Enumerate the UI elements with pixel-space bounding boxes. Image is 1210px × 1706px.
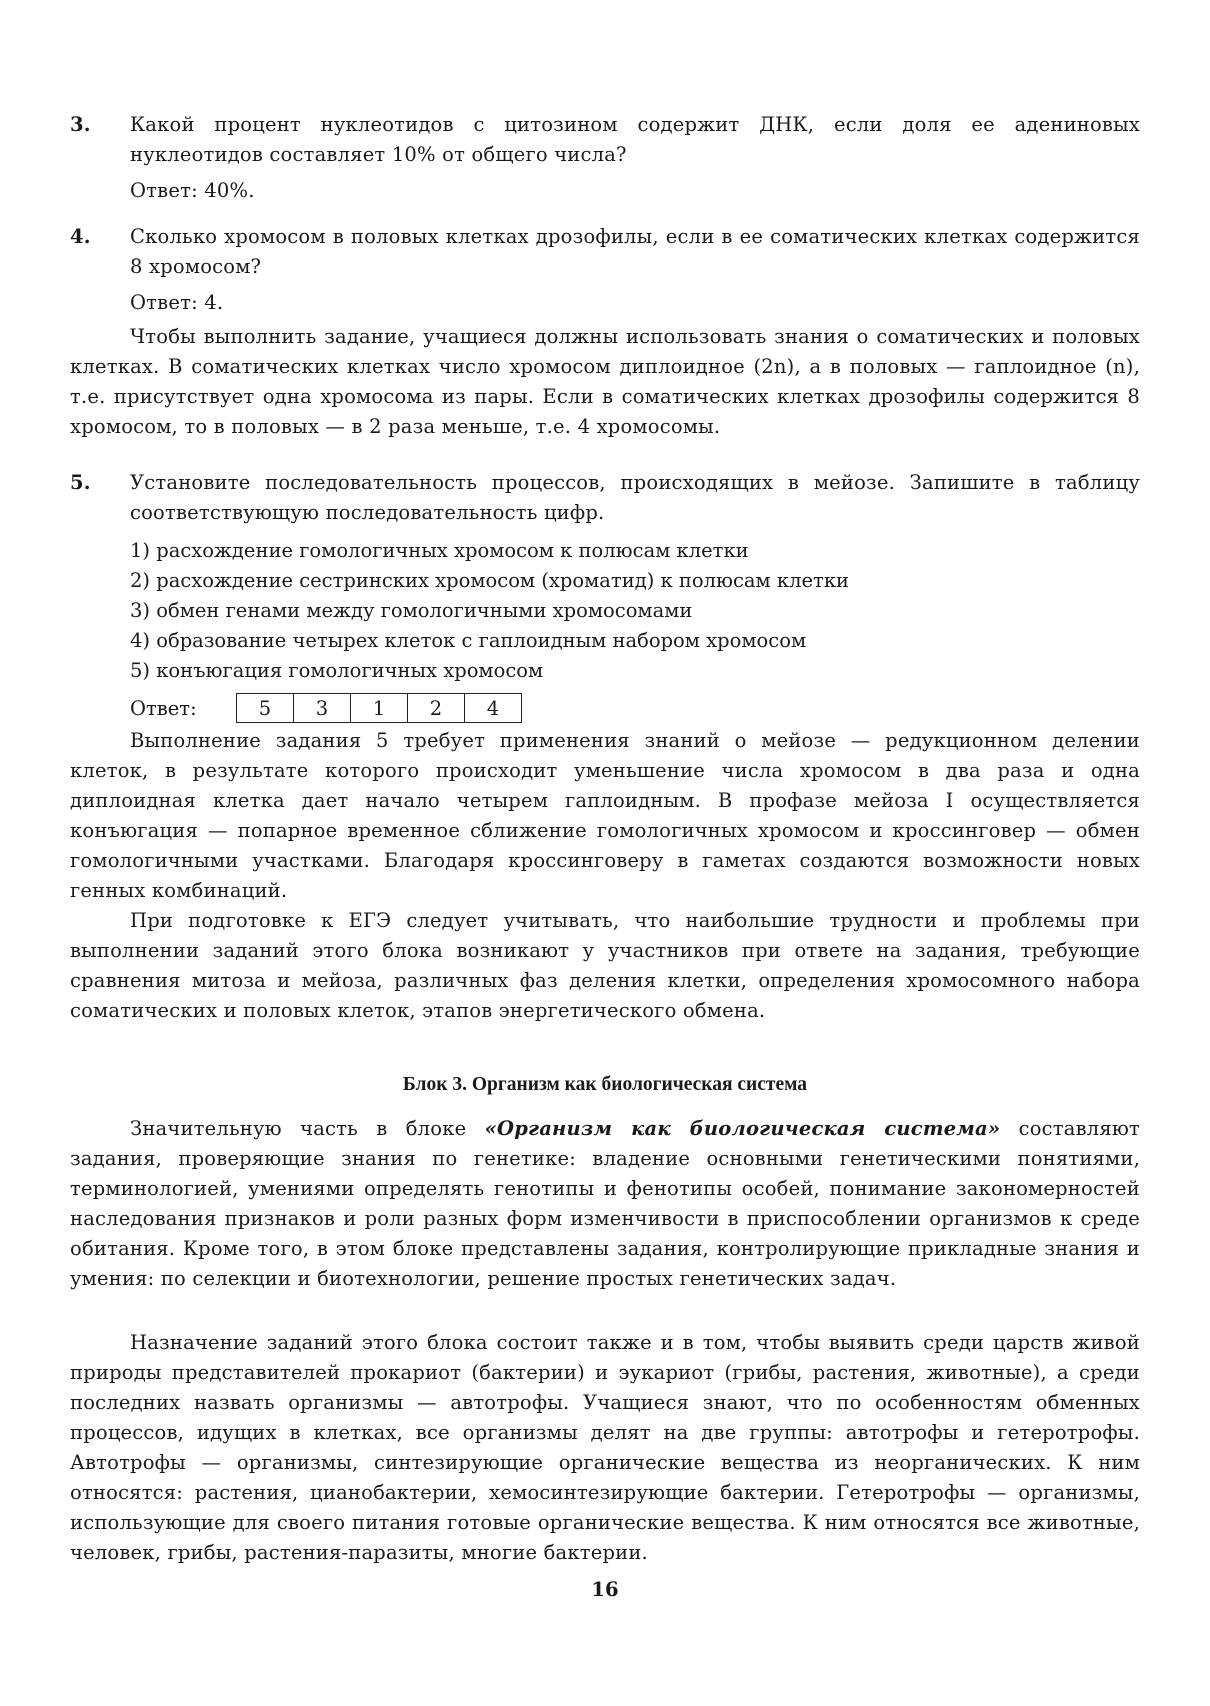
block3-paragraph-1 [70,1114,1140,1294]
question-answer: Ответ: 40%. [130,179,255,202]
option-item: 2) расхождение сестринских хромосом (хроматид) к полюсам клетки [130,569,850,592]
question-number: 3. [70,113,91,136]
answer-cell: 4 [465,694,522,723]
question-4-explanation: Чтобы выполнить задание, учащиеся должны использовать знания о соматических и половых клетках. В соматических клетках число хромосом диплоидное (2n), а в половых — гаплоидное (n), т.е. присутствует одна хромосома из пары. Если в соматических клетках дрозофилы содержится 8 хромосом, то в половых — в 2 раза меньше, т.е. 4 хромосомы. [70,325,1140,438]
question-5-options [130,536,849,686]
question-4 [70,222,1140,318]
question-number: 5. [70,471,91,494]
answer-cell: 5 [237,694,294,723]
question-number: 4. [70,225,91,248]
option-item: 5) конъюгация гомологичных хромосом [130,659,544,682]
question-text: Сколько хромосом в половых клетках дрозофилы, если в ее соматических клетках содержится 8 хромосом? [130,225,1140,278]
question-5-explanation: Выполнение задания 5 требует применения знаний о мейозе — редукционном делении клеток, в результате которого происходит уменьшение числа хромосом в два раза и одна диплоидная клетка дает начало четырем гаплоидным. В профазе мейоза I осуществляется конъюгация — попарное временное сближение гомологичных хромосом и кроссинговер — обмен гомологичными участками. Благодаря кроссинговеру в гаметах создаются возможности новых генных комбинаций. [70,729,1140,902]
block3-paragraph-2: Назначение заданий этого блока состоит также и в том, чтобы выявить среди царств живой природы представителей прокариот (бактерии) и эукариот (грибы, растения, животные), а среди последних назвать организмы — автотрофы. Учащиеся знают, что по особенностям обменных процессов, идущих в клетках, все организмы делят на две группы: автотрофы и гетеротрофы. Автотрофы — организмы, синтезирующие органические вещества из неорганических. К ним относятся: растения, цианобактерии, хемосинтезирующие бактерии. Гетеротрофы — организмы, использующие для своего питания готовые органические вещества. К ним относятся все животные, человек, грибы, растения-паразиты, многие бактерии. [70,1331,1140,1564]
answer-label: Ответ: [130,696,197,720]
answer-cell: 1 [351,694,408,723]
question-answer: Ответ: 4. [130,291,224,314]
question-5 [70,468,1140,528]
option-item: 1) расхождение гомологичных хромосом к полюсам клетки [130,539,749,562]
question-text: Какой процент нуклеотидов с цитозином содержит ДНК, если доля ее адениновых нуклеотидов составляет 10% от общего числа? [130,113,1140,166]
block-title-emphasis: «Организм как биологическая система» [484,1117,1001,1140]
question-text: Установите последовательность процессов, происходящих в мейозе. Запишите в таблицу соответствующую последовательность цифр. [130,471,1140,524]
page-number: 16 [591,1578,619,1601]
paragraph-body: составляют задания, проверяющие знания по генетике: владение основными генетическими понятиями, терминологией, умениями определять генотипы и фенотипы особей, понимание закономерностей наследования признаков и роли разных форм изменчивости в приспособлении организмов к среде обитания. Кроме того, в этом блоке представлены задания, контролирующие прикладные знания и умения: по селекции и биотехнологии, решение простых генетических задач. [70,1117,1140,1290]
paragraph-intro: Значительную часть в блоке [130,1117,485,1140]
option-item: 4) образование четырех клеток с гаплоидным набором хромосом [130,629,807,652]
answer-cell: 3 [294,694,351,723]
answer-table [236,693,522,723]
question-3 [70,110,1140,206]
answer-row [130,692,522,724]
section-heading: Блок 3. Организм как биологическая система [402,1074,808,1095]
option-item: 3) обмен генами между гомологичными хромосомами [130,599,693,622]
answer-cell: 2 [408,694,465,723]
exam-prep-paragraph: При подготовке к ЕГЭ следует учитывать, что наибольшие трудности и проблемы при выполнении заданий этого блока возникают у участников при ответе на задания, требующие сравнения митоза и мейоза, различных фаз деления клетки, определения хромосомного набора соматических и половых клеток, этапов энергетического обмена. [70,909,1140,1022]
